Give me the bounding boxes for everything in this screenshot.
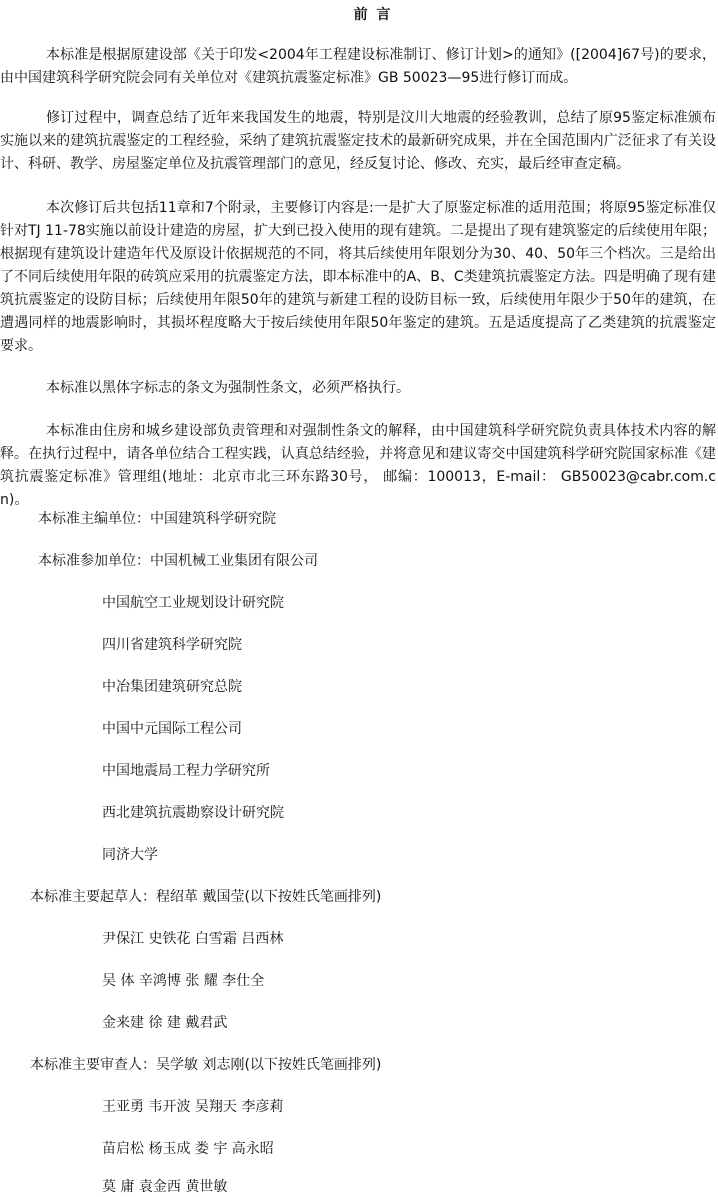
participant-unit: 同济大学 <box>102 847 158 863</box>
participant-unit: 中冶集团建筑研究总院 <box>102 679 242 695</box>
drafters-names: 吴 体 辛鸿博 张 耀 李仕全 <box>102 973 265 989</box>
drafters-names: 尹保江 史铁花 白雪霜 吕西林 <box>102 931 284 947</box>
reviewers-line: 本标准主要审查人：吴学敏 刘志刚(以下按姓氏笔画排列) <box>30 1057 382 1073</box>
participant-unit: 中国航空工业规划设计研究院 <box>102 595 284 611</box>
participant-unit: 中国中元国际工程公司 <box>102 721 242 737</box>
participant-unit-line: 本标准参加单位：中国机械工业集团有限公司 <box>38 553 318 569</box>
reviewers-names: 苗启松 杨玉成 娄 宇 高永昭 <box>102 1141 274 1157</box>
document-title: 前 言 <box>353 7 393 23</box>
reviewers-names: 王亚勇 韦开波 吴翔天 李彦莉 <box>102 1099 284 1115</box>
chief-unit-line: 本标准主编单位：中国建筑科学研究院 <box>38 511 276 527</box>
reviewers-names: 莫 庸 袁金西 黄世敏 <box>102 1179 228 1195</box>
paragraph-revision-content: 本次修订后共包括11章和7个附录，主要修订内容是:一是扩大了原鉴定标准的适用范围；将原95鉴定标准仅针对TJ 11-78实施以前设计建造的房屋，扩大到已投入使用的现有建筑。二是提出了现有建筑鉴定的后续使用年限；根据现有建筑设计建造年代及原设计依据规范的不同，将其后续使用年限划分为30、40、50年三个档次。三是给出了不同后续使用年限的砖筑应采用的抗震鉴定方法，即本标准中的A、B、C类建筑抗震鉴定方法。四是明确了现有建筑抗震鉴定的设防目标；后续使用年限50年的建筑与新建工程的设防目标一致，后续使用年限少于50年的建筑，在遭遇同样的地震影响时，其损坏程度略大于按后续使用年限50年鉴定的建筑。五是适度提高了乙类建筑的抗震鉴定要求。 <box>0 200 716 354</box>
participant-unit: 四川省建筑科学研究院 <box>102 637 242 653</box>
drafters-names: 金来建 徐 建 戴君武 <box>102 1015 228 1031</box>
participant-unit: 西北建筑抗震勘察设计研究院 <box>102 805 284 821</box>
drafters-line: 本标准主要起草人：程绍革 戴国莹(以下按姓氏笔画排列) <box>30 889 382 905</box>
paragraph-revision-process: 修订过程中，调查总结了近年来我国发生的地震，特别是汶川大地震的经验教训，总结了原95鉴定标准颁布实施以来的建筑抗震鉴定的工程经验，采纳了建筑抗震鉴定技术的最新研究成果，并在全国范围内广泛征求了有关设计、科研、教学、房屋鉴定单位及抗震管理部门的意见，经反复讨论、修改、充实，最后经审查定稿。 <box>0 110 716 172</box>
paragraph-intro: 本标准是根据原建设部《关于印发<2004年工程建设标准制订、修订计划>的通知》([2004]67号)的要求，由中国建筑科学研究院会同有关单位对《建筑抗震鉴定标准》GB 50023—95进行修订而成。 <box>0 47 716 86</box>
participant-unit: 中国地震局工程力学研究所 <box>102 763 270 779</box>
paragraph-mandatory: 本标准以黑体字标志的条文为强制性条文，必须严格执行。 <box>46 380 410 396</box>
paragraph-management: 本标准由住房和城乡建设部负责管理和对强制性条文的解释，由中国建筑科学研究院负责具体技术内容的解释。在执行过程中，请各单位结合工程实践，认真总结经验，并将意见和建议寄交中国建筑科学研究院国家标准《建筑抗震鉴定标准》管理组(地址：北京市北三环东路30号， 邮编：100013，E-mail： GB50023@cabr.com.cn)。 <box>0 423 716 508</box>
